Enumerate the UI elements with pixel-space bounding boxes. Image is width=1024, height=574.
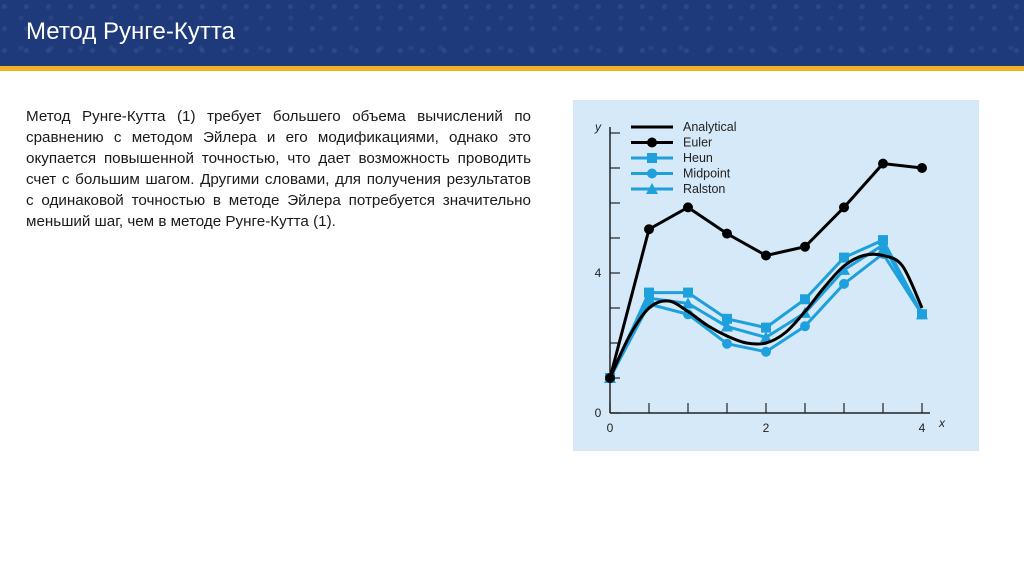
- legend-marker-euler: [647, 138, 657, 148]
- point-midpoint: [800, 321, 810, 331]
- point-heun: [917, 309, 927, 319]
- title-accent-stripe: [0, 66, 1024, 71]
- chart-panel: [573, 100, 979, 451]
- point-heun: [761, 323, 771, 333]
- point-euler: [761, 251, 771, 261]
- x-tick-label: 0: [606, 421, 614, 435]
- legend-label-analytical: Analytical: [683, 120, 737, 134]
- point-heun: [800, 294, 810, 304]
- point-heun: [839, 253, 849, 263]
- y-axis-label: y: [595, 120, 601, 134]
- point-midpoint: [839, 279, 849, 289]
- point-euler: [683, 202, 693, 212]
- point-euler: [644, 224, 654, 234]
- point-euler: [878, 159, 888, 169]
- y-tick-label: 4: [594, 266, 602, 280]
- point-euler: [722, 229, 732, 239]
- legend-label-midpoint: Midpoint: [683, 166, 731, 181]
- series-line-midpoint: [610, 254, 922, 378]
- point-heun: [644, 288, 654, 298]
- legend-marker-heun: [647, 153, 657, 163]
- point-euler: [605, 373, 615, 383]
- slide-title: Метод Рунге-Кутта: [26, 18, 235, 45]
- series-line-analytical: [610, 254, 922, 378]
- x-tick-label: 2: [762, 421, 770, 435]
- title-bar: [0, 0, 1024, 66]
- legend-label-euler: Euler: [683, 135, 713, 150]
- point-heun: [878, 235, 888, 245]
- runge-kutta-chart: [573, 100, 979, 451]
- y-tick-label: 0: [594, 406, 602, 420]
- point-euler: [800, 242, 810, 252]
- point-midpoint: [761, 347, 771, 357]
- legend-label-heun: Heun: [683, 151, 713, 165]
- point-euler: [839, 202, 849, 212]
- point-heun: [683, 288, 693, 298]
- point-euler: [917, 163, 927, 173]
- x-tick-label: 4: [918, 421, 926, 435]
- series-line-euler: [610, 164, 922, 378]
- series-line-ralston: [610, 245, 922, 378]
- body-paragraph: Метод Рунге-Кутта (1) требует большего объема вычислений по сравнению с методом Эйлера и его модификациями, однако это окупается повышенной точностью, что дает возможность проводить счет с большим шагом. Другими словами, для получения результатов с одинаковой точностью в методе Эйлера потребуется значительно меньший шаг, чем в методе Рунге-Кутта (1).: [26, 108, 531, 230]
- legend-marker-midpoint: [647, 169, 657, 179]
- x-axis-label: x: [939, 416, 945, 430]
- point-heun: [722, 314, 732, 324]
- point-midpoint: [722, 339, 732, 349]
- legend-label-ralston: Ralston: [683, 182, 726, 196]
